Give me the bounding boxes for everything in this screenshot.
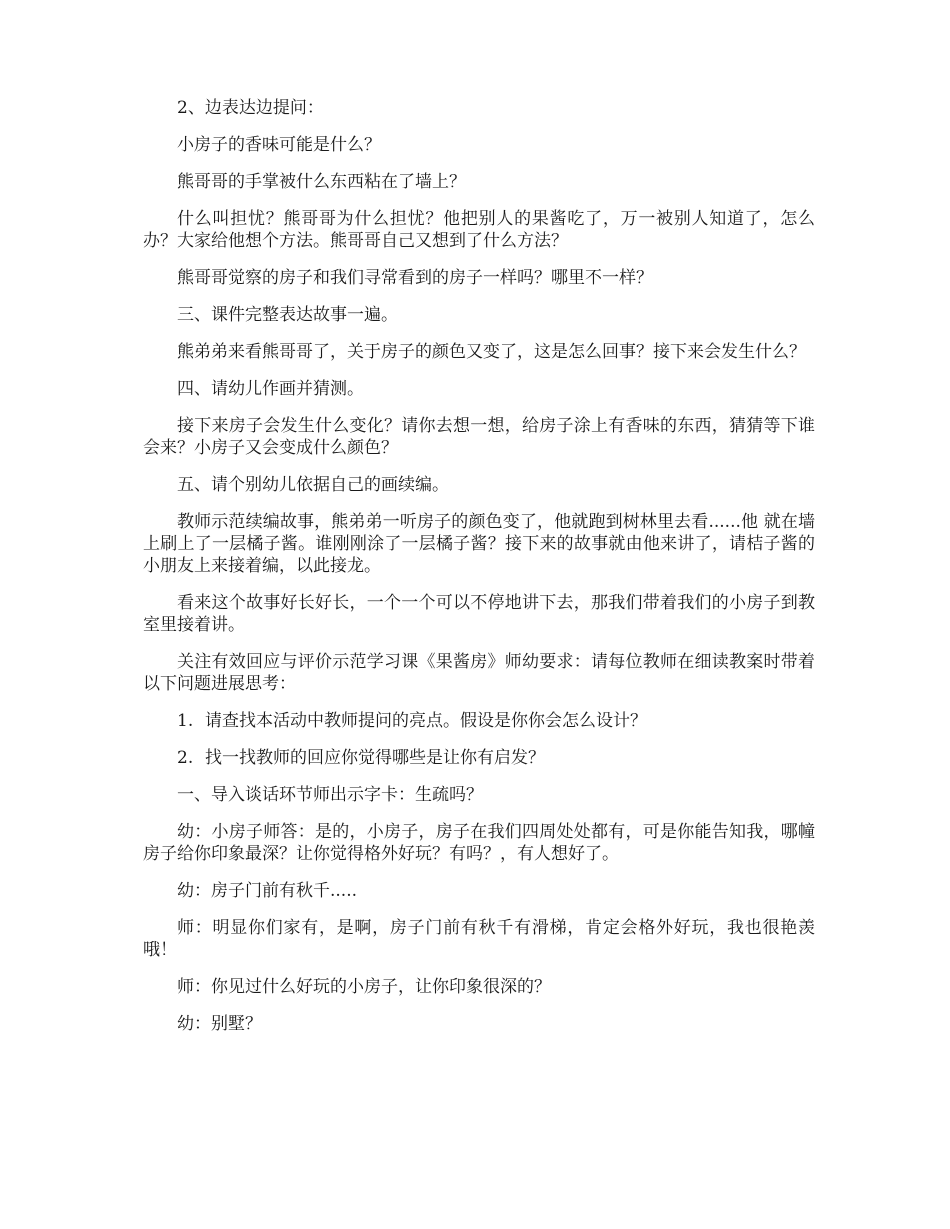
list-item-text: 请查找本活动中教师提问的亮点。假设是你你会怎么设计？ [205,711,647,731]
paragraph: 2、边表达边提问： [177,98,324,118]
paragraph: 师：明显你们家有，是啊，房子门前有秋千有滑梯，肯定会格外好玩，我也很艳羡哦！ [143,918,815,960]
paragraph: 幼：小房子师答：是的，小房子，房子在我们四周处处都有，可是你能告知我，哪幢房子给你印象最深？让你觉得格外好玩？有吗？，有人想好了。 [143,822,815,864]
paragraph: 熊哥哥觉察的房子和我们寻常看到的房子一样吗？哪里不一样？ [177,268,653,288]
paragraph: 师：你见过什么好玩的小房子，让你印象很深的？ [177,977,551,997]
paragraph: 什么叫担忧？熊哥哥为什么担忧？他把别人的果酱吃了，万一被别人知道了，怎么办？大家给他想个方法。熊哥哥自己又想到了什么方法？ [143,209,815,251]
numbered-item [143,747,815,769]
section-heading: 四、请幼儿作画并猜测。 [177,379,364,399]
paragraph: 熊弟弟来看熊哥哥了，关于房子的颜色又变了，这是怎么回事？接下来会发生什么？ [177,342,806,362]
paragraph: 熊哥哥的手掌被什么东西粘在了墙上？ [177,172,466,192]
paragraph: 关注有效回应与评价示范学习课《果酱房》师幼要求：请每位教师在细读教案时带着以下问题进展思考： [143,652,815,694]
list-item-text: 找一找教师的回应你觉得哪些是让你有启发？ [205,748,545,768]
paragraph: 教师示范续编故事，熊弟弟一听房子的颜色变了，他就跑到树林里去看......他 就在墙上刷上了一层橘子酱。谁刚刚涂了一层橘子酱？接下来的故事就由他来讲了，请桔子酱的小朋友上来接着编，以此接龙。 [143,512,815,576]
paragraph: 幼：房子门前有秋千..... [177,881,358,901]
list-marker: 2. [177,748,194,768]
paragraph: 接下来房子会发生什么变化？请你去想一想，给房子涂上有香味的东西，猜猜等下谁会来？小房子又会变成什么颜色？ [143,416,815,458]
paragraph: 幼：别墅？ [177,1014,262,1034]
document-body [143,97,815,1050]
section-heading: 三、课件完整表达故事一遍。 [177,305,398,325]
paragraph: 看来这个故事好长好长，一个一个可以不停地讲下去，那我们带着我们的小房子到教室里接着讲。 [143,593,815,635]
paragraph: 小房子的香味可能是什么？ [177,135,381,155]
section-heading: 五、请个别幼儿依据自己的画续编。 [177,475,449,495]
section-heading: 一、导入谈话环节师出示字卡：生疏吗？ [177,785,483,805]
numbered-item [143,710,815,732]
list-marker: 1. [177,711,194,731]
